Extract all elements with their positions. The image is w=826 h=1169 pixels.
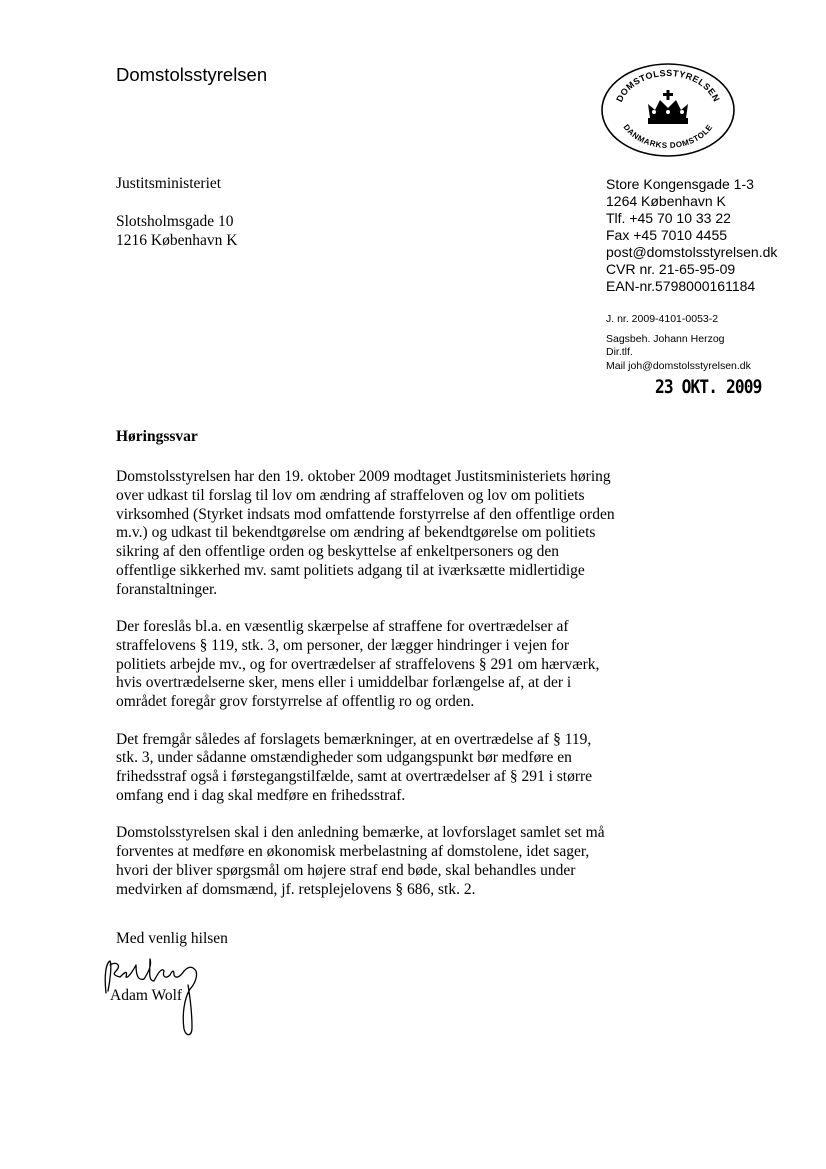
domstolsstyrelsen-seal-logo — [598, 60, 738, 160]
sender-phone: Tlf. +45 70 10 33 22 — [606, 210, 731, 226]
sender-street: Store Kongensgade 1-3 — [606, 176, 754, 192]
case-info — [606, 313, 751, 373]
sender-cvr: CVR nr. 21-65-95-09 — [606, 261, 736, 277]
sender-ean: EAN-nr.5798000161184 — [606, 278, 756, 294]
letter-subject: Høringssvar — [116, 428, 198, 445]
sender-city: 1264 København K — [606, 193, 726, 209]
recipient-city: 1216 København K — [116, 232, 238, 249]
case-handler: Sagsbeh. Johann Herzog — [606, 332, 725, 345]
signer-name: Adam Wolf — [110, 987, 183, 1004]
handler-mail: Mail joh@domstolsstyrelsen.dk — [606, 359, 751, 372]
body-paragraph: Der foreslås bl.a. en væsentlig skærpelse af straffene for overtrædelser af straffelovens § 119, stk. 3, om personer, der lægger hindringer i vejen for politiets arbejde mv., og for overtrædelser af straffelovens § 291 om hærværk, hvis overtrædelserne sker, mens eller i umiddelbar forlængelse af, at der i området foregår grov forstyrrelse af offentlig ro og orden. — [116, 618, 600, 711]
date-stamp: 23 OKT. 2009 — [655, 376, 762, 398]
recipient-street: Slotsholmsgade 10 — [116, 213, 234, 230]
direct-phone: Dir.tlf. — [606, 346, 633, 358]
sender-fax: Fax +45 7010 4455 — [606, 227, 728, 243]
letter-body — [116, 468, 616, 918]
body-paragraph: Det fremgår således af forslagets bemærkninger, at en overtrædelse af § 119, stk. 3, under sådanne omstændigheder som udgangspunkt bør medføre en frihedsstraf også i førstegangstilfælde, samt at overtrædelser af § 291 i større omfang end i dag skal medføre en frihedsstraf. — [116, 730, 593, 804]
sender-address — [606, 176, 777, 295]
sender-email: post@domstolsstyrelsen.dk — [606, 244, 778, 260]
recipient-name: Justitsministeriet — [116, 175, 222, 192]
svg-text:DANMARKS DOMSTOLE: DANMARKS DOMSTOLE — [621, 122, 715, 151]
organization-name: Domstolsstyrelsen — [116, 64, 268, 85]
body-paragraph: Domstolsstyrelsen har den 19. oktober 2009 modtaget Justitsministeriets høring over udkast til forslag til lov om ændring af straffeloven og lov om politiets virksomhed (Styrket indsats mod omfattende forstyrrelse af den offentlige orden m.v.) og udkast til bekendtgørelse om ændring af bekendtgørelse om politiets sikring af den offentlige orden og beskyttelse af enkeltpersoners og den offentlige sikkerhed mv. samt politiets adgang til at iværksætte midlertidige foranstaltninger. — [116, 468, 615, 598]
recipient-address — [116, 174, 237, 250]
svg-text:DOMSTOLSSTYRELSEN: DOMSTOLSSTYRELSEN — [614, 67, 722, 104]
body-paragraph: Domstolsstyrelsen skal i den anledning bemærke, at lovforslaget samlet set må forventes at medføre en økonomisk merbelastning af domstolene, idet sager, hvori der bliver spørgsmål om højere straf end bøde, skal behandles under medvirken af domsmænd, jf. retsplejelovens § 686, stk. 2. — [116, 824, 605, 898]
journal-number: J. nr. 2009-4101-0053-2 — [606, 313, 719, 325]
closing-greeting: Med venlig hilsen — [116, 930, 228, 947]
crown-icon — [648, 90, 688, 124]
